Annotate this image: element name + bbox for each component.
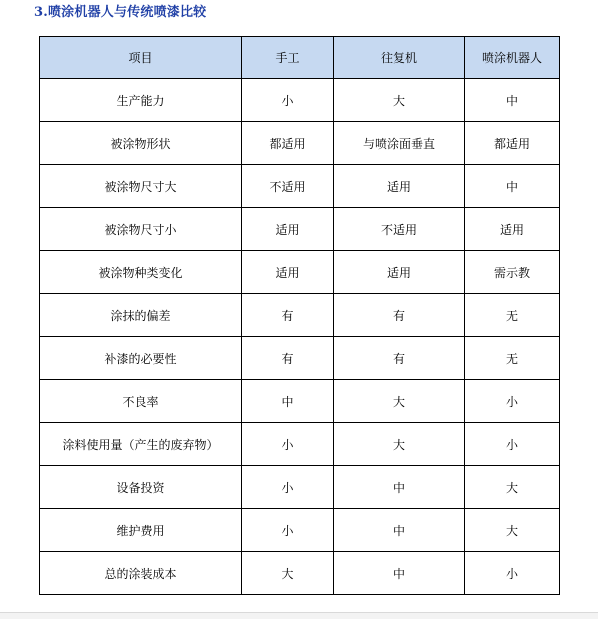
table-cell-reciprocator: 适用: [334, 165, 465, 208]
header-cell-robot: 喷涂机器人: [465, 37, 560, 79]
table-row: [40, 122, 560, 165]
table-row: [40, 251, 560, 294]
section-heading: 3.喷涂机器人与传统喷漆比较: [34, 5, 207, 20]
table-cell-item: 涂料使用量（产生的废弃物）: [40, 423, 242, 466]
table-row: [40, 552, 560, 595]
table-cell-manual: 小: [242, 466, 334, 509]
table-cell-reciprocator: 中: [334, 552, 465, 595]
table-row: [40, 294, 560, 337]
table-cell-robot: 小: [465, 423, 560, 466]
table-header: [40, 37, 560, 79]
table-body: [40, 79, 560, 595]
table-cell-robot: 无: [465, 294, 560, 337]
table-cell-reciprocator: 适用: [334, 251, 465, 294]
table-cell-item: 被涂物尺寸小: [40, 208, 242, 251]
header-row: [40, 37, 560, 79]
table-cell-robot: 需示教: [465, 251, 560, 294]
table-row: [40, 337, 560, 380]
table-row: [40, 380, 560, 423]
comparison-table: [39, 36, 560, 595]
table-cell-item: 总的涂装成本: [40, 552, 242, 595]
table-row: [40, 509, 560, 552]
table-cell-reciprocator: 大: [334, 423, 465, 466]
comparison-table-container: [39, 36, 559, 595]
table-cell-manual: 不适用: [242, 165, 334, 208]
table-row: [40, 466, 560, 509]
header-cell-item: 项目: [40, 37, 242, 79]
table-cell-robot: 小: [465, 552, 560, 595]
table-cell-reciprocator: 与喷涂面垂直: [334, 122, 465, 165]
table-cell-manual: 适用: [242, 251, 334, 294]
table-cell-manual: 小: [242, 423, 334, 466]
header-cell-manual: 手工: [242, 37, 334, 79]
table-cell-item: 被涂物尺寸大: [40, 165, 242, 208]
table-cell-robot: 中: [465, 165, 560, 208]
table-cell-robot: 无: [465, 337, 560, 380]
table-cell-item: 涂抹的偏差: [40, 294, 242, 337]
table-row: [40, 423, 560, 466]
table-row: [40, 208, 560, 251]
table-cell-robot: 大: [465, 509, 560, 552]
table-cell-manual: 都适用: [242, 122, 334, 165]
table-cell-robot: 小: [465, 380, 560, 423]
table-cell-reciprocator: 有: [334, 337, 465, 380]
table-cell-item: 生产能力: [40, 79, 242, 122]
table-cell-robot: 大: [465, 466, 560, 509]
table-cell-manual: 有: [242, 294, 334, 337]
table-cell-reciprocator: 中: [334, 466, 465, 509]
table-cell-reciprocator: 中: [334, 509, 465, 552]
table-cell-reciprocator: 不适用: [334, 208, 465, 251]
table-cell-manual: 大: [242, 552, 334, 595]
table-cell-robot: 都适用: [465, 122, 560, 165]
table-cell-manual: 适用: [242, 208, 334, 251]
table-cell-item: 维护费用: [40, 509, 242, 552]
table-row: [40, 165, 560, 208]
table-cell-item: 设备投资: [40, 466, 242, 509]
header-cell-reciprocator: 往复机: [334, 37, 465, 79]
table-cell-manual: 小: [242, 509, 334, 552]
table-cell-manual: 有: [242, 337, 334, 380]
table-cell-item: 被涂物形状: [40, 122, 242, 165]
table-cell-manual: 中: [242, 380, 334, 423]
table-cell-item: 被涂物种类变化: [40, 251, 242, 294]
table-cell-reciprocator: 大: [334, 79, 465, 122]
table-cell-reciprocator: 有: [334, 294, 465, 337]
table-cell-robot: 中: [465, 79, 560, 122]
table-cell-reciprocator: 大: [334, 380, 465, 423]
table-cell-item: 补漆的必要性: [40, 337, 242, 380]
table-row: [40, 79, 560, 122]
table-cell-manual: 小: [242, 79, 334, 122]
table-cell-item: 不良率: [40, 380, 242, 423]
table-cell-robot: 适用: [465, 208, 560, 251]
